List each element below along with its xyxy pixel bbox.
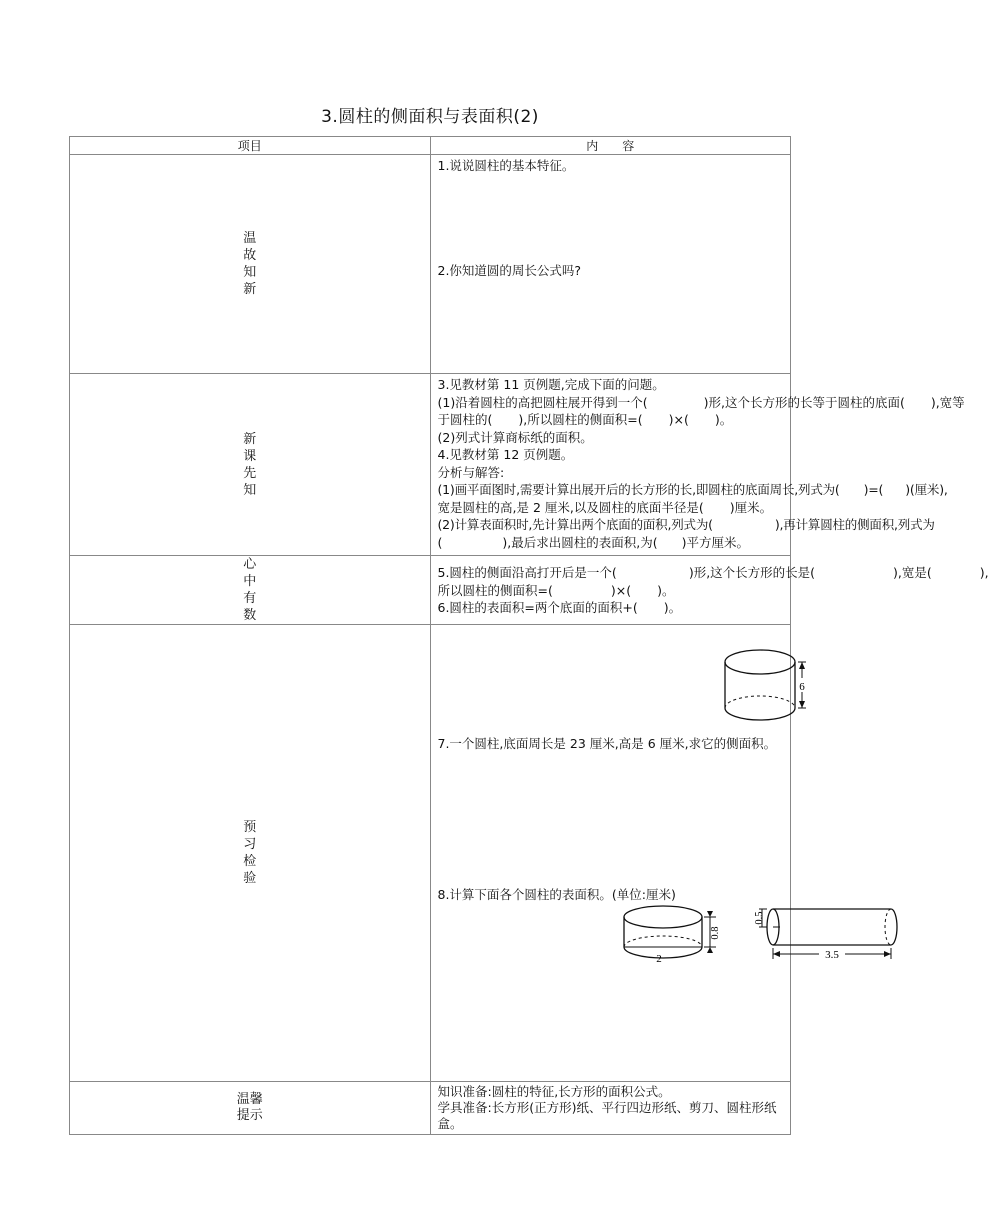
question-5: 5.圆柱的侧面沿高打开后是一个( )形,这个长方形的长是( ),宽是( ), xyxy=(437,565,989,580)
section-label-review: 温 故 知 新 xyxy=(70,155,431,374)
tips-line-1: 知识准备:圆柱的特征,长方形的面积公式。 xyxy=(437,1084,671,1099)
page-title: 3.圆柱的侧面积与表面积(2) xyxy=(321,107,539,127)
section-new-lesson-content xyxy=(430,374,965,556)
question-7: 7.一个圆柱,底面周长是 23 厘米,高是 6 厘米,求它的侧面积。 xyxy=(437,736,777,751)
question-4-part-2: (2)计算表面积时,先计算出两个底面的面积,列式为( ),再计算圆柱的侧面积,列式为 xyxy=(437,517,935,532)
question-4-part-1-cont: 宽是圆柱的高,是 2 厘米,以及圆柱的底面半径是( )厘米。 xyxy=(437,499,773,515)
question-2: 2.你知道圆的周长公式吗? xyxy=(437,262,582,278)
question-8: 8.计算下面各个圆柱的表面积。(单位:厘米) xyxy=(437,887,676,902)
question-4: 4.见教材第 12 页例题。 xyxy=(437,447,574,462)
question-3-part-1: (1)沿着圆柱的高把圆柱展开得到一个( )形,这个长方形的长等于圆柱的底面( ),宽等 xyxy=(437,394,965,410)
question-1: 1.说说圆柱的基本特征。 xyxy=(437,158,575,173)
question-5-cont: 所以圆柱的侧面积=( )×( )。 xyxy=(437,582,675,598)
cylinder-figure-1 xyxy=(723,647,843,727)
header-content: 内 容 xyxy=(430,137,791,155)
section-preview-check-content xyxy=(430,625,839,1082)
question-4-hint: 分析与解答: xyxy=(437,464,505,480)
section-label-new-lesson: 新 课 先 知 xyxy=(70,374,431,556)
question-4-part-2-cont: ( ),最后求出圆柱的表面积,为( )平方厘米。 xyxy=(437,534,749,550)
section-review-content xyxy=(430,155,791,374)
cylinder-figure-3 xyxy=(753,903,923,973)
section-label-preview-check: 预 习 检 验 xyxy=(70,625,431,1082)
section-label-tips: 温馨 提示 xyxy=(70,1082,431,1135)
question-3-part-1-cont: 于圆柱的( ),所以圆柱的侧面积=( )×( )。 xyxy=(437,412,733,427)
figure-2-diameter-label: 2 xyxy=(655,953,662,965)
figure-3-length-label: 3.5 xyxy=(824,949,839,961)
question-3: 3.见教材第 11 页例题,完成下面的问题。 xyxy=(437,377,665,392)
section-summary-content xyxy=(430,556,989,625)
figure-2-height-label: 0.8 xyxy=(709,926,721,940)
tips-line-2: 学具准备:长方形(正方形)纸、平行四边形纸、剪刀、圆柱形纸盒。 xyxy=(437,1100,777,1131)
question-4-part-1: (1)画平面图时,需要计算出展开后的长方形的长,即圆柱的底面周长,列式为( )=( )(厘米), xyxy=(437,482,948,497)
cylinder-figure-2 xyxy=(621,903,731,973)
figure-1-height-label: 6 xyxy=(798,681,805,693)
section-label-summary: 心 中 有 数 xyxy=(70,556,431,625)
question-3-part-2: (2)列式计算商标纸的面积。 xyxy=(437,429,593,445)
header-item: 项目 xyxy=(70,137,431,155)
worksheet-table xyxy=(69,136,989,1135)
question-6: 6.圆柱的表面积=两个底面的面积+( )。 xyxy=(437,600,682,615)
section-tips-content xyxy=(430,1082,791,1135)
figure-3-diameter-label: 0.5 xyxy=(753,911,765,925)
